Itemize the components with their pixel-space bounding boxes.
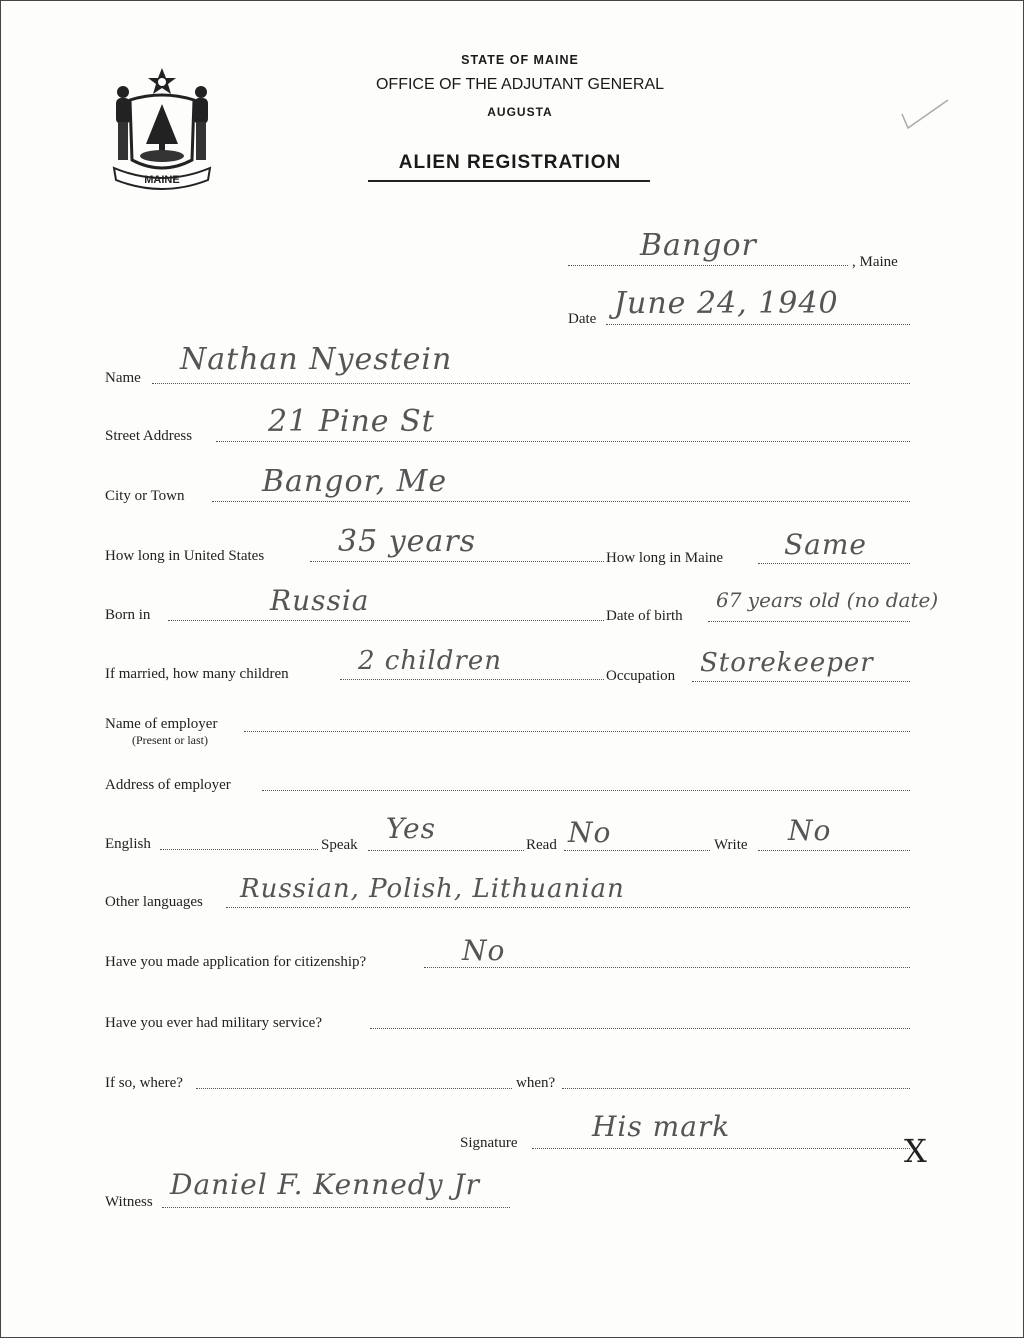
born-in-label: Born in	[105, 607, 151, 623]
speak-label: Speak	[321, 837, 358, 853]
header-state: STATE OF MAINE	[461, 53, 579, 67]
date-value: June 24, 1940	[614, 286, 839, 321]
occupation-value: Storekeeper	[700, 648, 874, 678]
employer-address-label: Address of employer	[105, 777, 231, 793]
english-label: English	[105, 836, 151, 852]
date-of-birth-value: 67 years old (no date)	[716, 588, 939, 612]
citizenship-label: Have you made application for citizenship?	[105, 954, 367, 970]
how-long-maine-label: How long in Maine	[606, 550, 724, 566]
maine-label: , Maine	[852, 254, 898, 270]
how-long-maine-value: Same	[784, 528, 867, 561]
header-city: AUGUSTA	[487, 105, 553, 119]
check-mark-icon	[896, 94, 956, 134]
occupation-label: Occupation	[606, 668, 676, 684]
date-label: Date	[568, 311, 597, 327]
employer-name-label: Name of employer	[105, 716, 218, 732]
children-value: 2 children	[358, 646, 502, 676]
other-languages-value: Russian, Polish, Lithuanian	[240, 874, 625, 904]
born-in-value: Russia	[270, 584, 370, 617]
title-underline	[368, 180, 650, 182]
read-value: No	[568, 816, 612, 849]
name-value: Nathan Nyestein	[180, 342, 453, 377]
write-value: No	[788, 814, 832, 847]
street-value: 21 Pine St	[268, 404, 435, 439]
married-label: If married, how many children	[105, 666, 289, 682]
state-seal-icon	[108, 64, 216, 194]
header-office: OFFICE OF THE ADJUTANT GENERAL	[375, 76, 665, 93]
where-label: If so, where?	[105, 1075, 183, 1091]
seal-label: MAINE	[144, 174, 180, 186]
form-title: ALIEN REGISTRATION	[398, 152, 622, 173]
city-label: City or Town	[105, 488, 185, 504]
military-label: Have you ever had military service?	[105, 1015, 322, 1031]
witness-label: Witness	[105, 1194, 153, 1210]
name-label: Name	[105, 370, 141, 386]
how-long-us-value: 35 years	[338, 524, 477, 559]
how-long-us-label: How long in United States	[105, 548, 265, 564]
employer-note: (Present or last)	[132, 733, 208, 747]
write-label: Write	[714, 837, 748, 853]
signature-label: Signature	[460, 1135, 518, 1151]
street-label: Street Address	[105, 428, 193, 444]
date-of-birth-label: Date of birth	[606, 608, 683, 624]
place-value: Bangor	[640, 228, 757, 263]
citizenship-value: No	[462, 934, 506, 967]
signature-value: His mark	[592, 1110, 731, 1143]
city-value: Bangor, Me	[262, 464, 448, 499]
read-label: Read	[526, 837, 557, 853]
speak-value: Yes	[386, 812, 436, 845]
witness-value: Daniel F. Kennedy Jr	[170, 1168, 481, 1201]
other-languages-label: Other languages	[105, 894, 203, 910]
when-label: when?	[516, 1075, 556, 1091]
signature-mark: X	[904, 1132, 928, 1170]
